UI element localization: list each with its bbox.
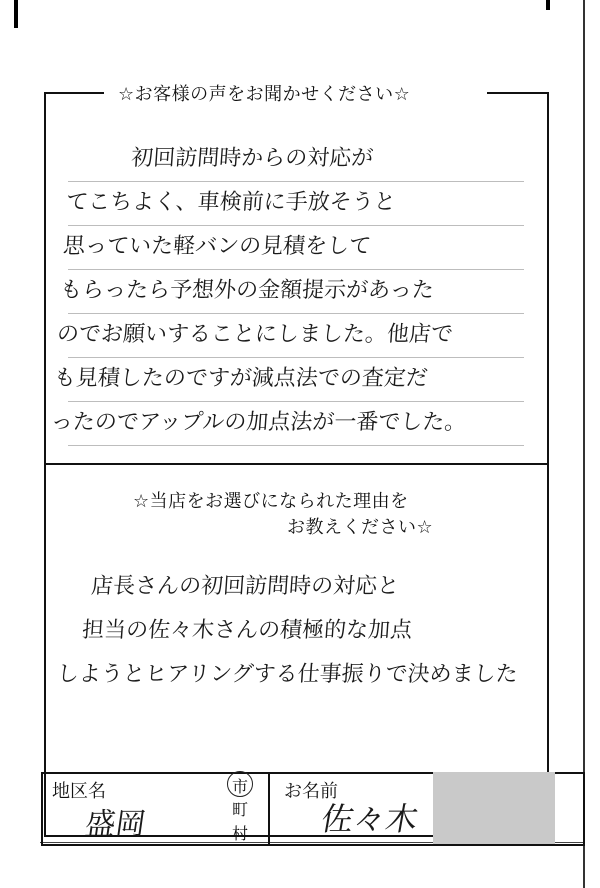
comment-line: てこちよく、車検前に手放そうと xyxy=(65,190,397,215)
comment-line: 初回訪問時からの対応が xyxy=(130,146,375,171)
reason-line: 担当の佐々木さんの積極的な加点 xyxy=(81,618,413,643)
info-divider xyxy=(268,772,270,846)
comment-line: 思っていた軽バンの見積をして xyxy=(62,234,373,259)
unit-town: 町 xyxy=(232,800,249,819)
unit-village: 村 xyxy=(232,824,249,843)
name-label: お名前 xyxy=(284,781,338,802)
comment-line: のでお願いすることにしました。他店で xyxy=(56,322,454,347)
area-label: 地区名 xyxy=(52,781,106,802)
reason-heading: ☆当店をお選びになられた理由を xyxy=(133,491,409,512)
unit-city: 市 xyxy=(232,777,249,796)
ruled-line xyxy=(68,445,524,446)
frame-top-border xyxy=(44,92,104,94)
area-value: 盛岡 xyxy=(83,807,148,842)
comment-line: ったのでアップルの加点法が一番でした。 xyxy=(49,410,468,435)
reason-text xyxy=(55,565,549,697)
voice-heading: ☆お客様の声をお聞かせください☆ xyxy=(118,84,411,105)
reason-line: しようとヒアリングする仕事振りで決めました xyxy=(56,662,519,687)
page-edge-line xyxy=(583,0,585,888)
customer-comment xyxy=(49,137,556,445)
comment-line: もらったら予想外の金額提示があった xyxy=(59,278,435,303)
reason-line: 店長さんの初回訪問時の対応と xyxy=(90,574,401,599)
comment-line: も見積したのですが減点法での査定だ xyxy=(53,366,429,391)
page-edge-mark xyxy=(546,0,550,10)
section-divider xyxy=(44,463,549,465)
page-edge-mark xyxy=(14,0,18,28)
name-value: 佐々木 xyxy=(318,800,422,838)
reason-heading-cont: お教えください☆ xyxy=(287,517,434,538)
redaction-box xyxy=(433,772,555,844)
frame-top-border xyxy=(487,92,549,94)
